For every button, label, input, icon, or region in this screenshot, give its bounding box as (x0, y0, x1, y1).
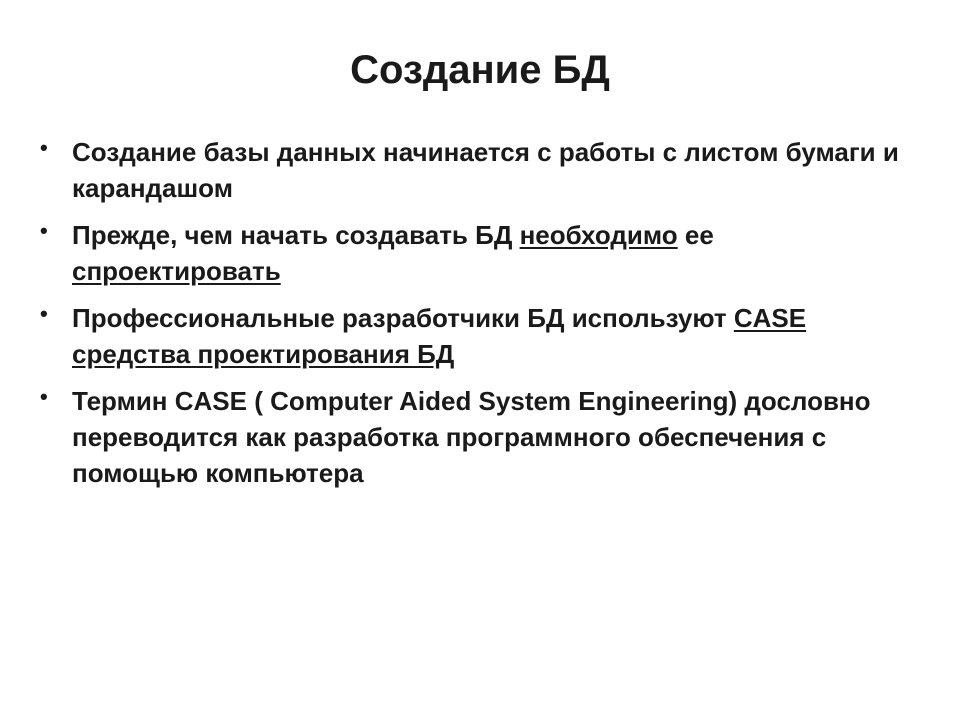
bullet-icon: • (40, 384, 48, 409)
bullet-item (36, 217, 926, 289)
bullet-icon: • (40, 218, 48, 243)
slide-title: Создание БД (350, 48, 610, 92)
bullet-text: Прежде, чем начать создавать БД (72, 220, 520, 250)
underlined-text: CASE средства проектирования БД (72, 303, 807, 369)
bullet-text: ее (677, 220, 714, 250)
bullet-item (36, 383, 926, 491)
bullet-text: Профессиональные разработчики БД используют (72, 303, 734, 333)
underlined-text: спроектировать (72, 256, 281, 286)
bullet-item (36, 134, 926, 206)
underlined-text: необходимо (519, 220, 678, 250)
bullet-item (36, 300, 926, 372)
bullet-text: Создание базы данных начинается с работы с листом бумаги и карандашом (72, 137, 899, 203)
bullet-list (36, 134, 926, 502)
bullet-text: Термин CASE ( Computer Aided System Engineering) дословно переводится как разработка программного обеспечения с помощью компьютера (72, 386, 871, 488)
bullet-icon: • (40, 135, 48, 160)
bullet-icon: • (40, 301, 48, 326)
